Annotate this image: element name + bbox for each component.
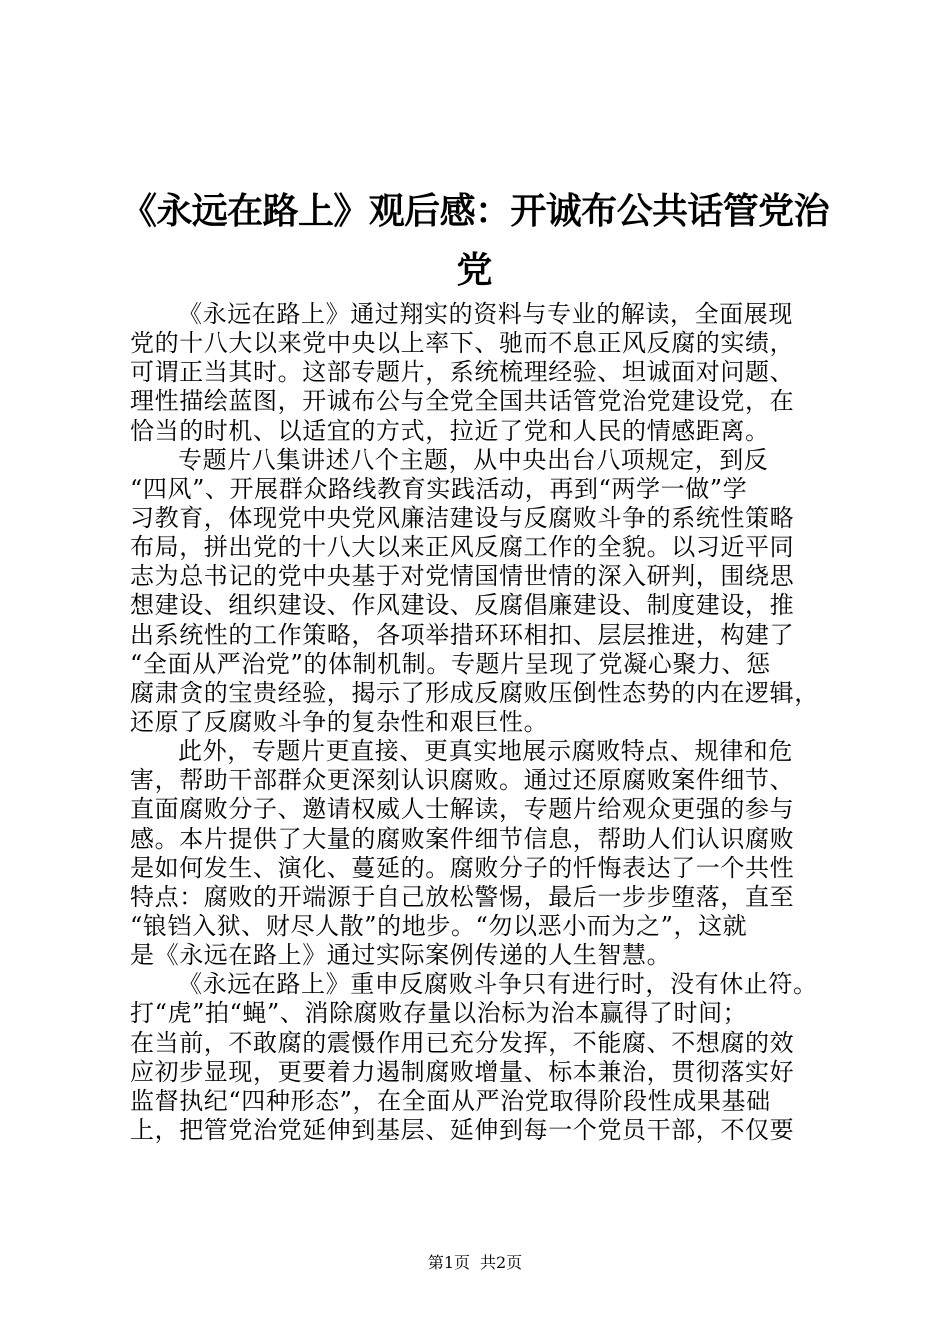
body-text-line: 特点：腐败的开端源于自己放松警惕，最后一步步堕落，直至 xyxy=(130,882,795,911)
body-text-line: 此外，专题片更直接、更真实地展示腐败特点、规律和危 xyxy=(178,737,793,766)
body-text-line: 上，把管党治党延伸到基层、延伸到每一个党员干部，不仅要 xyxy=(130,1115,795,1144)
body-text-line: 理性描绘蓝图，开诚布公与全党全国共话管党治党建设党，在 xyxy=(130,387,795,416)
body-text-line: 害，帮助干部群众更深刻认识腐败。通过还原腐败案件细节、 xyxy=(130,766,795,795)
body-text-line: 习教育，体现党中央党风廉洁建设与反腐败斗争的系统性策略 xyxy=(130,503,795,532)
body-text-line: 直面腐败分子、邀请权威人士解读，专题片给观众更强的参与 xyxy=(130,795,795,824)
body-text-line: 应初步显现，更要着力遏制腐败增量、标本兼治，贯彻落实好 xyxy=(130,1057,795,1086)
body-text-line: “全面从严治党”的体制机制。专题片呈现了党凝心聚力、惩 xyxy=(130,649,771,678)
body-text-line: 志为总书记的党中央基于对党情国情世情的深入研判，围绕思 xyxy=(130,562,795,591)
body-text-line: 是如何发生、演化、蔓延的。腐败分子的忏悔表达了一个共性 xyxy=(130,853,795,882)
body-text-line: 在当前，不敢腐的震慑作用已充分发挥，不能腐、不想腐的效 xyxy=(130,1028,795,1057)
body-text-line: 打“虎”拍“蝇”、消除腐败存量以治标为治本赢得了时间； xyxy=(130,999,748,1028)
body-text-line: 想建设、组织建设、作风建设、反腐倡廉建设、制度建设，推 xyxy=(130,591,795,620)
body-text-line: 感。本片提供了大量的腐败案件细节信息，帮助人们认识腐败 xyxy=(130,824,795,853)
page-number: 第1页 xyxy=(427,1253,470,1272)
body-text-line: 出系统性的工作策略，各项举措环环相扣、层层推进，构建了 xyxy=(130,620,795,649)
body-text-line: 还原了反腐败斗争的复杂性和艰巨性。 xyxy=(130,707,549,736)
body-text-line: “锒铛入狱、财尽人散”的地步。“勿以恶小而为之”，这就 xyxy=(130,911,748,940)
body-text-line: 《永远在路上》通过翔实的资料与专业的解读，全面展现 xyxy=(178,300,793,328)
body-text-line: 党的十八大以来党中央以上率下、驰而不息正风反腐的实绩， xyxy=(130,329,795,358)
document-title-line-2: 党 xyxy=(456,249,494,291)
body-text-line: 恰当的时机、以适宜的方式，拉近了党和人民的情感距离。 xyxy=(130,416,770,445)
body-text-line: “四风”、开展群众路线教育实践活动，再到“两学一做”学 xyxy=(130,474,748,503)
body-text-line: 腐肃贪的宝贵经验，揭示了形成反腐败压倒性态势的内在逻辑， xyxy=(130,678,819,707)
document-title-line-1: 《永远在路上》观后感：开诚布公共话管党治 xyxy=(120,190,829,232)
body-text-line: 可谓正当其时。这部专题片，系统梳理经验、坦诚面对问题、 xyxy=(130,358,795,387)
body-text-line: 《永远在路上》重申反腐败斗争只有进行时，没有休止符。 xyxy=(178,970,818,999)
body-text-line: 监督执纪“四种形态”，在全面从严治党取得阶段性成果基础 xyxy=(130,1086,771,1115)
body-text-line: 布局，拼出党的十八大以来正风反腐工作的全貌。以习近平同 xyxy=(130,533,795,562)
document-body xyxy=(130,300,860,1145)
body-text-line: 专题片八集讲述八个主题，从中央出台八项规定，到反 xyxy=(178,445,769,474)
page-total: 共2页 xyxy=(480,1253,523,1272)
body-text-line: 是《永远在路上》通过实际案例传递的人生智慧。 xyxy=(130,941,672,970)
page-footer xyxy=(0,1253,950,1273)
